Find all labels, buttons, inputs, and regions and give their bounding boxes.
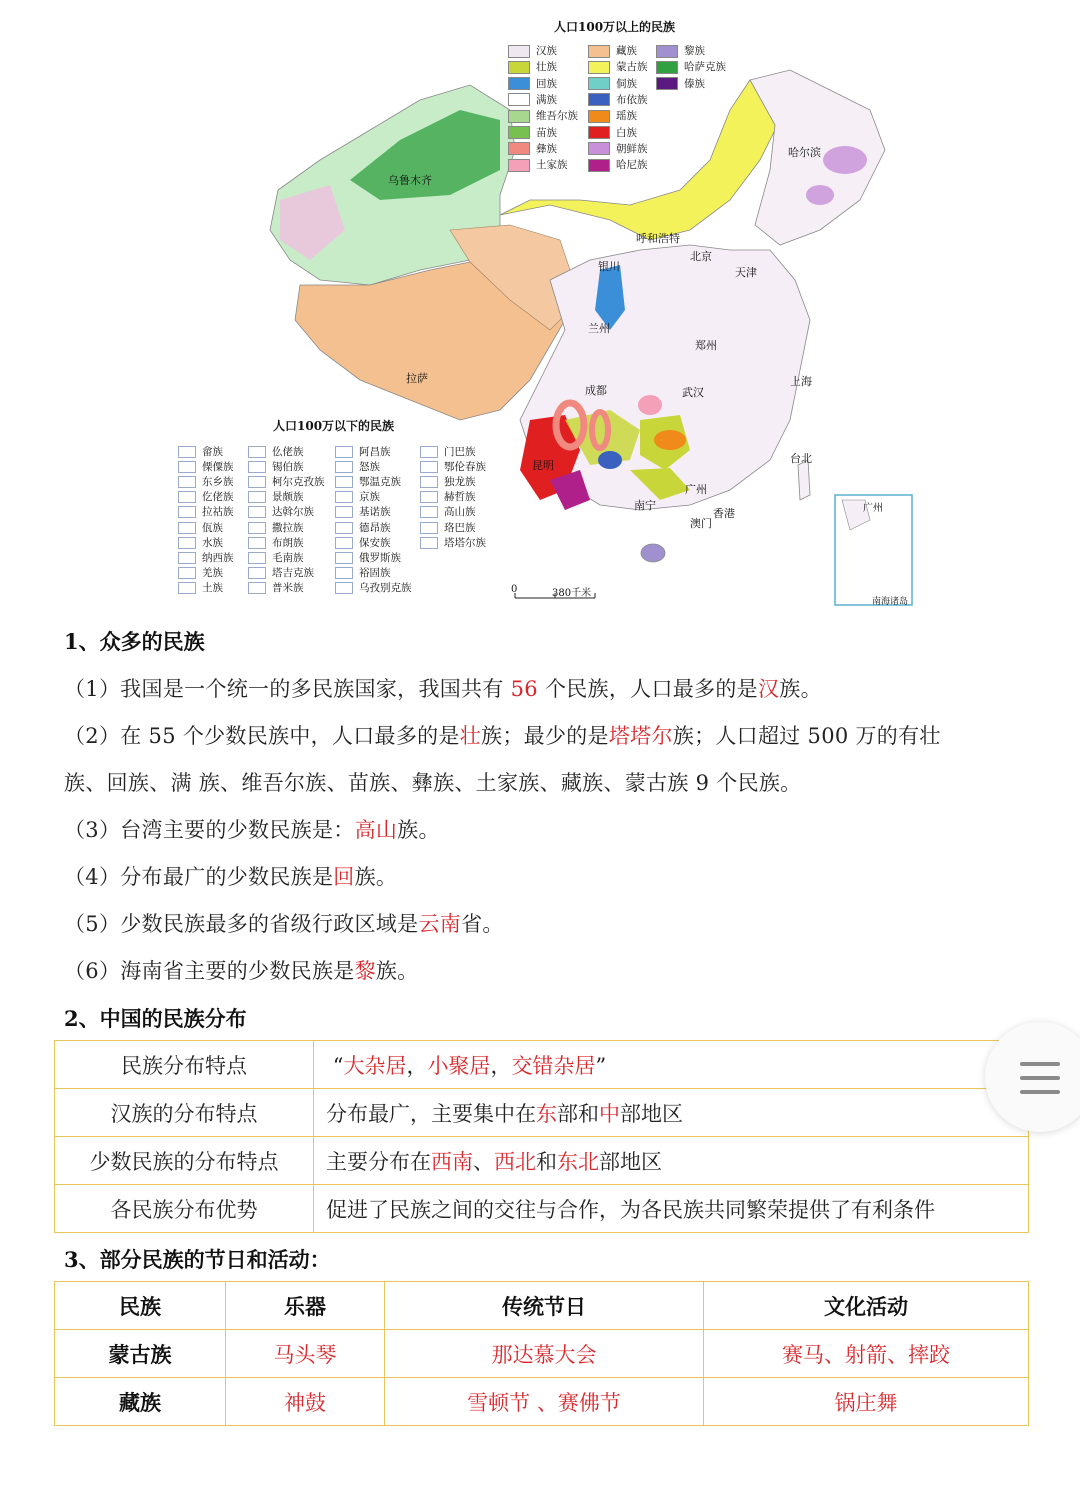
- major-legend-item: [508, 108, 578, 123]
- major-legend-item: [588, 125, 637, 140]
- text: “: [332, 1053, 344, 1078]
- table-row: [55, 1137, 1029, 1185]
- legend-swatch: [335, 567, 353, 579]
- table-cell: 神鼓: [226, 1378, 385, 1426]
- major-legend-item: [588, 92, 648, 107]
- legend-label: 羌族: [202, 566, 223, 579]
- major-legend-item: [508, 59, 557, 74]
- text: ”: [595, 1053, 607, 1078]
- text: ，: [490, 1053, 512, 1078]
- major-legend-item: [588, 43, 637, 58]
- distribution-table: [54, 1040, 1029, 1233]
- legend-label: 满族: [536, 93, 557, 106]
- legend-label: 黎族: [684, 45, 705, 57]
- inset-city: 广州: [863, 503, 883, 514]
- table-cell: 藏族: [55, 1378, 226, 1426]
- minor-legend-item: [248, 565, 314, 580]
- minor-legend-item: [248, 444, 304, 459]
- table-cell: 赛马、射箭、摔跤: [704, 1330, 1029, 1378]
- minor-legend-item: [335, 459, 380, 474]
- major-legend-item: [656, 43, 705, 58]
- legend-swatch: [178, 506, 196, 518]
- text: ，: [406, 1053, 428, 1078]
- legend-swatch: [248, 552, 266, 564]
- major-legend-item: [508, 92, 557, 107]
- legend-label: 蒙古族: [616, 61, 648, 74]
- table-header-row: [55, 1282, 1029, 1330]
- table-cell: 促进了民族之间的交往与合作，为各民族共同繁荣提供了有利条件: [314, 1185, 1029, 1233]
- legend-label: 鄂温克族: [359, 476, 401, 489]
- table-cell: 锅庄舞: [704, 1378, 1029, 1426]
- legend-label: 毛南族: [272, 551, 304, 564]
- legend-swatch: [508, 45, 530, 58]
- answer: 高山: [354, 818, 398, 842]
- section1-line3: [64, 814, 440, 844]
- city-label: 广州: [685, 483, 707, 496]
- minor-legend-item: [178, 459, 234, 474]
- legend-swatch: [335, 476, 353, 488]
- legend-label: 鄂伦春族: [444, 461, 486, 474]
- legend-label: 门巴族: [444, 446, 476, 458]
- legend-swatch: [335, 582, 353, 594]
- minor-legend-item: [178, 580, 223, 595]
- legend-swatch: [588, 77, 610, 90]
- table-cell: 那达慕大会: [385, 1330, 704, 1378]
- minor-legend-item: [335, 444, 391, 459]
- legend-label: 仫佬族: [272, 446, 304, 458]
- column-header: 乐器: [226, 1282, 385, 1330]
- major-legend-title: 人口100万以上的民族: [554, 20, 676, 34]
- legend-swatch: [335, 552, 353, 564]
- minor-legend-item: [178, 444, 223, 459]
- major-legend-item: [508, 141, 557, 156]
- section1-line5: [64, 908, 504, 938]
- table-cell: [314, 1041, 1029, 1089]
- minor-legend-item: [178, 504, 234, 519]
- legend-label: 哈萨克族: [684, 61, 726, 74]
- minor-legend-item: [335, 474, 401, 489]
- city-label: 哈尔滨: [788, 146, 821, 159]
- answer: 云南: [418, 912, 462, 936]
- section1-line2: [64, 720, 941, 750]
- text: （6）海南省主要的少数民族是: [64, 959, 355, 983]
- answer: 小聚居: [427, 1053, 491, 1078]
- legend-swatch: [178, 522, 196, 534]
- major-legend-item: [508, 125, 557, 140]
- major-legend-item: [508, 76, 557, 91]
- city-label: 兰州: [588, 322, 610, 335]
- minor-legend-item: [335, 550, 401, 565]
- section1-line2b: 族、回族、满 族、维吾尔族、苗族、彝族、土家族、藏族、蒙古族 9 个民族。: [64, 771, 802, 795]
- legend-label: 苗族: [536, 126, 557, 139]
- legend-label: 侗族: [616, 77, 637, 90]
- legend-label: 柯尔克孜族: [272, 476, 325, 489]
- legend-swatch: [588, 45, 610, 58]
- menu-icon: [1020, 1090, 1060, 1094]
- table-cell: [314, 1137, 1029, 1185]
- answer: 汉: [757, 677, 780, 701]
- legend-swatch: [335, 522, 353, 534]
- minor-legend-item: [420, 504, 476, 519]
- column-header: 民族: [55, 1282, 226, 1330]
- legend-label: 纳西族: [202, 551, 234, 564]
- table-cell: 少数民族的分布特点: [55, 1137, 314, 1185]
- legend-label: 赫哲族: [444, 491, 476, 504]
- legend-label: 土家族: [536, 159, 568, 172]
- text: 族；人口超过 500 万的有壮: [672, 724, 941, 748]
- text: （3）台湾主要的少数民族是：: [64, 818, 355, 842]
- menu-icon: [1020, 1076, 1060, 1080]
- table-cell: 民族分布特点: [55, 1041, 314, 1089]
- table-cell: 雪顿节 、赛佛节: [385, 1378, 704, 1426]
- city-label: 成都: [585, 384, 607, 397]
- answer: 中: [599, 1101, 620, 1126]
- legend-label: 京族: [359, 491, 380, 504]
- legend-swatch: [248, 476, 266, 488]
- legend-swatch: [588, 159, 610, 172]
- table-row: [55, 1089, 1029, 1137]
- minor-legend-item: [420, 474, 476, 489]
- text: 族；最少的是: [481, 724, 609, 748]
- legend-swatch: [178, 537, 196, 549]
- table-cell: 蒙古族: [55, 1330, 226, 1378]
- answer: 东北: [557, 1149, 599, 1174]
- major-legend-item: [508, 43, 557, 58]
- legend-swatch: [335, 537, 353, 549]
- answer: 壮: [459, 724, 482, 748]
- city-label: 澳门: [690, 517, 712, 530]
- table-cell: [314, 1089, 1029, 1137]
- minor-legend-item: [420, 535, 486, 550]
- legend-label: 瑶族: [616, 110, 637, 123]
- legend-label: 彝族: [536, 142, 557, 155]
- minor-legend-item: [248, 550, 304, 565]
- legend-swatch: [588, 61, 610, 74]
- menu-icon: [1020, 1062, 1060, 1066]
- minor-legend-item: [178, 535, 223, 550]
- legend-label: 俄罗斯族: [359, 551, 401, 564]
- minor-legend-item: [420, 520, 476, 535]
- city-label: 银川: [598, 260, 620, 273]
- answer: 大杂居: [343, 1053, 407, 1078]
- minor-legend-item: [248, 504, 314, 519]
- section1-line1: [64, 673, 822, 703]
- text: 部地区: [620, 1101, 683, 1126]
- table-row: [55, 1185, 1029, 1233]
- minor-legend-item: [178, 550, 234, 565]
- legend-swatch: [588, 93, 610, 106]
- legend-swatch: [420, 537, 438, 549]
- legend-label: 壮族: [536, 61, 557, 74]
- text: 族。: [354, 865, 398, 889]
- legend-swatch: [420, 476, 438, 488]
- legend-label: 哈尼族: [616, 159, 648, 172]
- legend-swatch: [508, 77, 530, 90]
- text: 主要分布在: [326, 1149, 431, 1174]
- text: （1）我国是一个统一的多民族国家，我国共有: [64, 677, 511, 701]
- legend-swatch: [178, 567, 196, 579]
- scale-zero: 0: [511, 584, 518, 595]
- legend-swatch: [420, 461, 438, 473]
- legend-swatch: [656, 61, 678, 74]
- answer: 黎: [354, 959, 376, 983]
- text: 族。: [397, 818, 440, 842]
- city-label: 郑州: [695, 339, 717, 352]
- text: 族。: [375, 959, 419, 983]
- city-label: 香港: [713, 507, 735, 520]
- minor-legend-item: [178, 474, 234, 489]
- legend-label: 仡佬族: [202, 491, 234, 504]
- legend-swatch: [248, 506, 266, 518]
- legend-label: 裕固族: [359, 566, 391, 579]
- answer: 56: [510, 677, 538, 701]
- legend-swatch: [178, 491, 196, 503]
- legend-label: 珞巴族: [444, 521, 476, 534]
- legend-label: 白族: [616, 126, 637, 139]
- section2-heading: 2、中国的民族分布: [64, 1006, 247, 1031]
- legend-label: 东乡族: [202, 476, 234, 489]
- text: （4）分布最广的少数民族是: [64, 865, 334, 889]
- section1-line6: [64, 955, 418, 985]
- legend-swatch: [335, 461, 353, 473]
- city-label: 天津: [735, 266, 757, 279]
- legend-label: 佤族: [202, 521, 223, 534]
- legend-swatch: [508, 142, 530, 155]
- answer: 交错杂居: [511, 1053, 596, 1078]
- minor-legend-item: [335, 580, 412, 595]
- legend-label: 景颇族: [272, 491, 304, 504]
- minor-legend-item: [335, 520, 391, 535]
- table-cell: 汉族的分布特点: [55, 1089, 314, 1137]
- minor-legend-item: [335, 504, 391, 519]
- table-row: [55, 1041, 1029, 1089]
- legend-swatch: [178, 461, 196, 473]
- minor-legend-item: [248, 580, 304, 595]
- minor-legend-item: [420, 489, 476, 504]
- text: 和: [536, 1149, 557, 1174]
- legend-swatch: [508, 126, 530, 139]
- legend-label: 水族: [202, 536, 223, 549]
- ethnic-distribution-map: [170, 0, 920, 612]
- legend-label: 布依族: [616, 93, 648, 106]
- text: 、: [473, 1149, 494, 1174]
- city-label: 昆明: [532, 459, 554, 472]
- legend-label: 畲族: [202, 446, 223, 458]
- legend-swatch: [656, 77, 678, 90]
- table-row: [55, 1330, 1029, 1378]
- minor-legend-item: [178, 520, 223, 535]
- legend-swatch: [420, 506, 438, 518]
- major-legend-item: [588, 141, 648, 156]
- table-cell: 马头琴: [226, 1330, 385, 1378]
- legend-label: 布朗族: [272, 536, 304, 549]
- city-label: 北京: [690, 250, 712, 263]
- answer: 塔塔尔: [608, 724, 673, 748]
- legend-swatch: [248, 446, 266, 458]
- city-label: 南宁: [634, 499, 656, 512]
- legend-label: 傣族: [684, 77, 705, 90]
- text: （5）少数民族最多的省级行政区域是: [64, 912, 419, 936]
- text: （2）在 55 个少数民族中，人口最多的是: [64, 724, 460, 748]
- legend-swatch: [420, 446, 438, 458]
- minor-legend-item: [248, 520, 304, 535]
- legend-label: 保安族: [359, 536, 391, 549]
- text: 个民族，人口最多的是: [537, 677, 758, 701]
- text: 部和: [557, 1101, 599, 1126]
- legend-label: 汉族: [536, 45, 557, 57]
- legend-swatch: [588, 110, 610, 123]
- legend-swatch: [508, 93, 530, 106]
- major-legend-item: [588, 157, 648, 172]
- legend-swatch: [508, 61, 530, 74]
- legend-swatch: [178, 582, 196, 594]
- minor-legend-item: [248, 535, 304, 550]
- text: 族。: [779, 677, 822, 701]
- minor-legend-item: [248, 459, 304, 474]
- major-legend-item: [508, 157, 568, 172]
- major-legend-item: [656, 59, 726, 74]
- legend-swatch: [588, 142, 610, 155]
- legend-swatch: [178, 552, 196, 564]
- legend-swatch: [335, 506, 353, 518]
- minor-legend-item: [248, 474, 325, 489]
- city-label: 呼和浩特: [636, 232, 680, 245]
- answer: 西南: [431, 1149, 473, 1174]
- legend-swatch: [178, 446, 196, 458]
- legend-label: 塔吉克族: [272, 566, 314, 579]
- legend-label: 撒拉族: [272, 521, 304, 534]
- legend-swatch: [508, 159, 530, 172]
- city-label: 武汉: [682, 386, 704, 399]
- scale-label: 380千米: [552, 588, 592, 599]
- legend-label: 独龙族: [444, 476, 476, 489]
- festival-table: [54, 1281, 1029, 1426]
- city-label: 拉萨: [406, 372, 428, 385]
- legend-label: 朝鲜族: [616, 142, 648, 155]
- text: 省。: [461, 912, 504, 936]
- legend-swatch: [248, 491, 266, 503]
- legend-label: 回族: [536, 77, 557, 90]
- table-row: [55, 1378, 1029, 1426]
- legend-swatch: [248, 567, 266, 579]
- section1-line4: [64, 861, 397, 891]
- minor-legend-item: [335, 565, 391, 580]
- legend-swatch: [335, 446, 353, 458]
- legend-swatch: [335, 491, 353, 503]
- legend-label: 维吾尔族: [536, 110, 578, 123]
- minor-legend-item: [420, 459, 486, 474]
- minor-legend-item: [335, 535, 391, 550]
- major-legend-item: [588, 59, 648, 74]
- section1-heading: 1、众多的民族: [64, 629, 205, 654]
- inset-label: 南海诸岛: [872, 597, 909, 607]
- column-header: 传统节日: [385, 1282, 704, 1330]
- legend-swatch: [420, 522, 438, 534]
- answer: 回: [333, 865, 355, 889]
- legend-label: 德昂族: [359, 521, 391, 534]
- text: 分布最广，主要集中在: [326, 1101, 536, 1126]
- legend-swatch: [248, 461, 266, 473]
- legend-label: 达斡尔族: [272, 506, 314, 519]
- legend-swatch: [248, 537, 266, 549]
- legend-label: 普米族: [272, 581, 304, 594]
- legend-label: 土族: [202, 581, 223, 594]
- city-label: 乌鲁木齐: [388, 174, 432, 187]
- text: 部地区: [599, 1149, 662, 1174]
- legend-swatch: [508, 110, 530, 123]
- major-legend-item: [588, 108, 637, 123]
- legend-label: 藏族: [616, 45, 637, 57]
- minor-legend-title: 人口100万以下的民族: [273, 419, 395, 433]
- legend-label: 怒族: [359, 461, 380, 474]
- legend-swatch: [588, 126, 610, 139]
- major-legend-item: [656, 76, 705, 91]
- major-legend-item: [588, 76, 637, 91]
- legend-label: 基诺族: [359, 506, 391, 519]
- minor-legend-item: [420, 444, 476, 459]
- section3-heading: 3、部分民族的节日和活动：: [64, 1247, 331, 1272]
- legend-swatch: [248, 522, 266, 534]
- legend-swatch: [178, 476, 196, 488]
- minor-legend-item: [335, 489, 380, 504]
- answer: 东: [536, 1101, 557, 1126]
- legend-swatch: [248, 582, 266, 594]
- legend-label: 拉祜族: [202, 506, 234, 519]
- minor-legend-item: [248, 489, 304, 504]
- answer: 西北: [494, 1149, 536, 1174]
- minor-legend-item: [178, 565, 223, 580]
- minor-legend-item: [178, 489, 234, 504]
- column-header: 文化活动: [704, 1282, 1029, 1330]
- legend-label: 阿昌族: [359, 446, 391, 458]
- legend-label: 塔塔尔族: [444, 536, 486, 549]
- legend-label: 锡伯族: [272, 461, 304, 474]
- table-cell: 各民族分布优势: [55, 1185, 314, 1233]
- city-label: 上海: [790, 375, 812, 388]
- legend-label: 乌孜别克族: [359, 581, 412, 594]
- city-label: 台北: [790, 452, 812, 465]
- legend-swatch: [420, 491, 438, 503]
- legend-label: 傈僳族: [202, 461, 234, 474]
- legend-swatch: [656, 45, 678, 58]
- legend-label: 高山族: [444, 506, 476, 519]
